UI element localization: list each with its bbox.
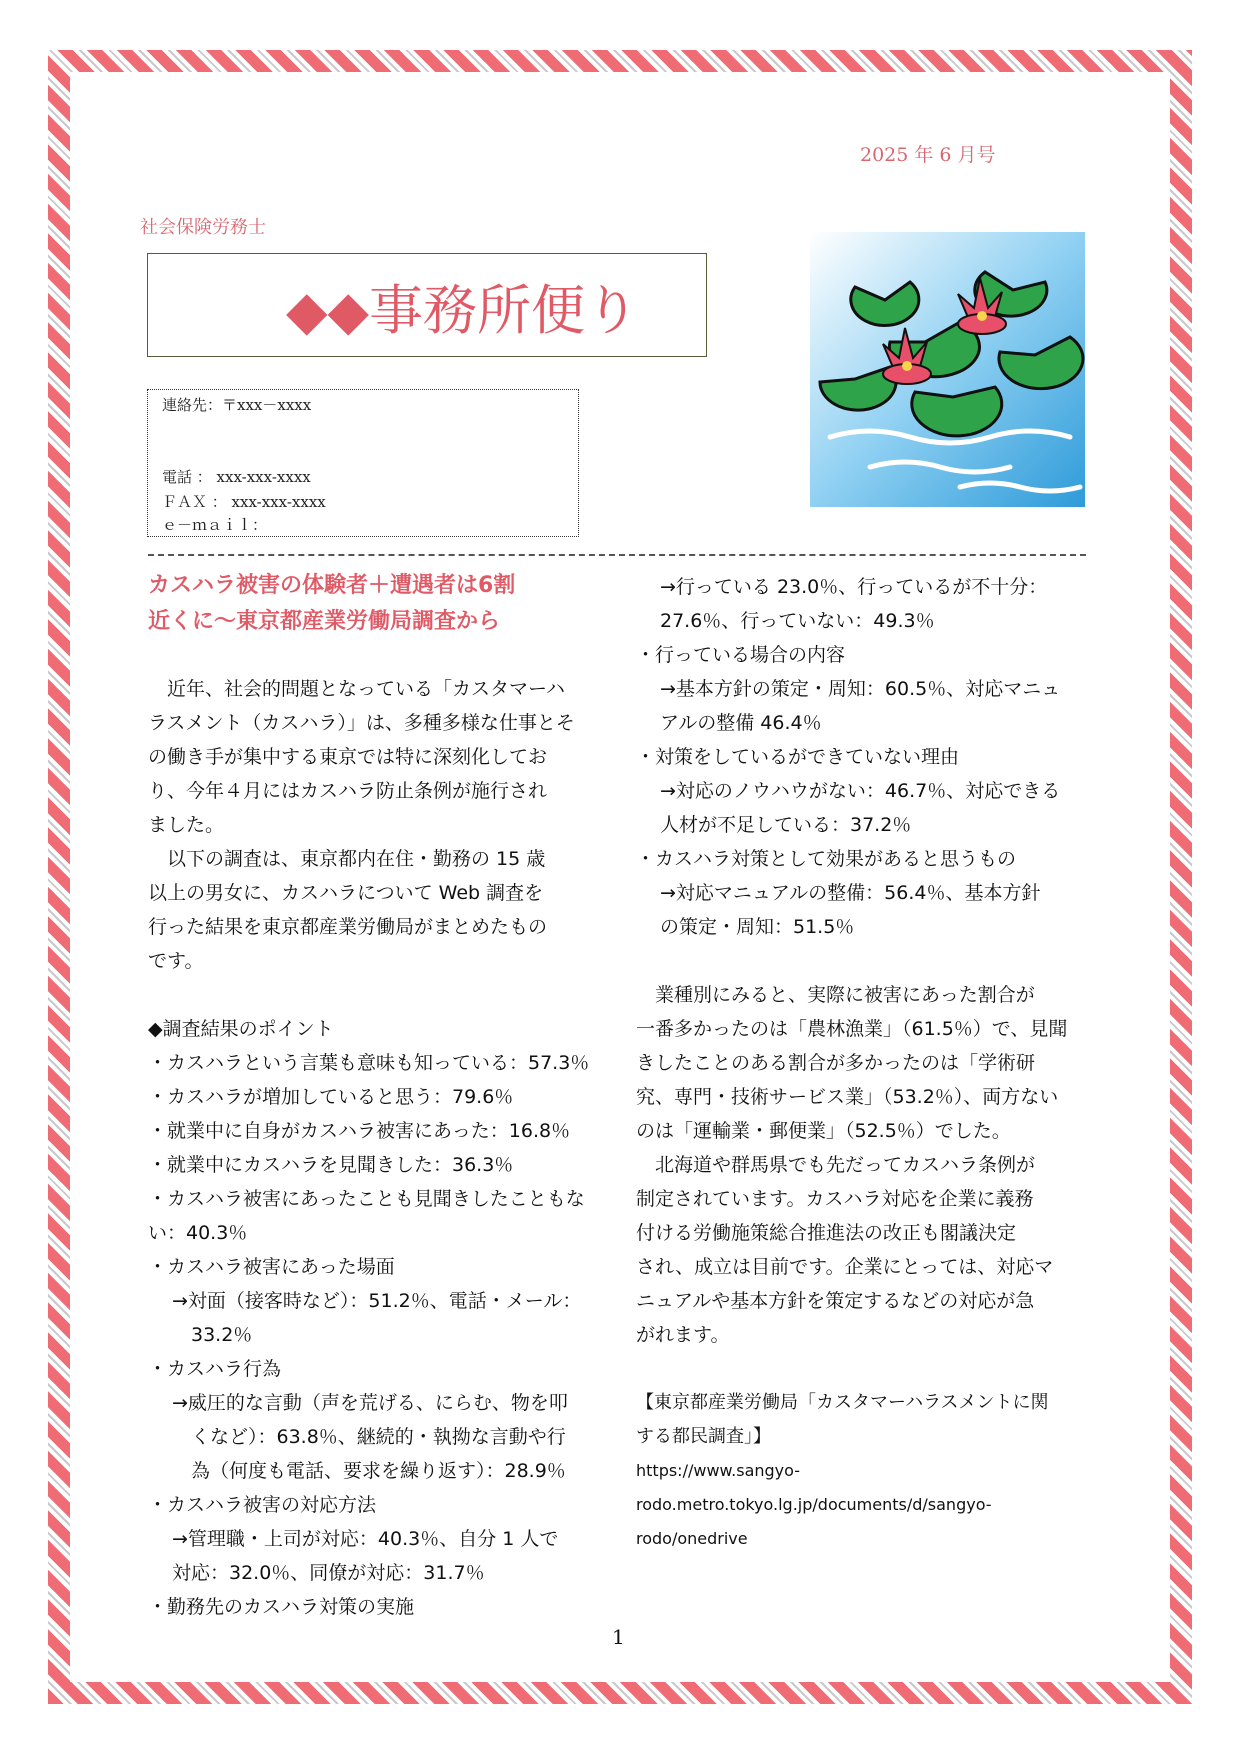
conclusion-line: 北海道や群馬県でも先だってカスハラ条例が [636, 1154, 1036, 1176]
conclusion-line: 制定されています。カスハラ対応を企業に義務 [636, 1188, 1034, 1210]
source-citation [636, 1386, 1096, 1454]
page-number: 1 [612, 1625, 625, 1649]
list-item: ・カスハラ被害にあったことも見聞きしたこともな [148, 1188, 585, 1210]
source-url[interactable] [636, 1454, 1096, 1556]
list-item: →行っている 23.0％、行っているが不十分： [660, 576, 1048, 598]
intro-line: り、今年４月にはカスハラ防止条例が施行され [148, 780, 548, 802]
left-column [148, 568, 608, 1624]
conclusion-line: 一番多かったのは「農林漁業」（61.5％）で、見聞 [636, 1018, 1068, 1040]
list-item: ・カスハラという言葉も意味も知っている：57.3％ [148, 1052, 590, 1074]
list-item: ・カスハラ被害にあった場面 [148, 1256, 395, 1278]
list-item: ・カスハラ被害の対応方法 [148, 1494, 377, 1516]
list-item: →対応のノウハウがない：46.7％、対応できる [660, 780, 1061, 802]
contact-phone: 電話 ： xxx-xxx-xxxx [162, 468, 311, 486]
contact-box [147, 389, 579, 537]
intro-line: 行った結果を東京都産業労働局がまとめたもの [148, 916, 548, 938]
points-list-right [636, 570, 1096, 944]
intro-line: 近年、社会的問題となっている「カスタマーハ [148, 678, 566, 700]
water-lily-pond-icon [810, 232, 1085, 507]
list-item: →対応マニュアルの整備：56.4％、基本方針 [660, 882, 1041, 904]
conclusion-line: 業種別にみると、実際に被害にあった割合が [636, 984, 1035, 1006]
list-item: い：40.3％ [148, 1222, 248, 1244]
url-line: rodo/onedrive [636, 1529, 748, 1548]
list-item: 27.6％、行っていない：49.3％ [660, 610, 935, 632]
source-line: する都民調査」】 [636, 1426, 771, 1447]
list-item: 人材が不足している：37.2％ [660, 814, 912, 836]
contact-fax: ＦＡＸ ： xxx-xxx-xxxx [162, 493, 326, 511]
intro-line: ラスメント（カスハラ）」は、多種多様な仕事とそ [148, 712, 575, 734]
list-item: ・勤務先のカスハラ対策の実施 [148, 1596, 415, 1618]
section-divider [148, 554, 1086, 556]
conclusion-line: がれます。 [636, 1324, 730, 1346]
issue-date: 2025 年 6 月号 [860, 144, 996, 166]
list-item: ・対策をしているができていない理由 [636, 746, 960, 768]
intro-line: の働き手が集中する東京では特に深刻化してお [148, 746, 548, 768]
newsletter-title: ◆◆事務所便り [286, 279, 640, 342]
url-line: rodo.metro.tokyo.lg.jp/documents/d/sangyo- [636, 1495, 992, 1514]
list-item: →基本方針の策定・周知：60.5％、対応マニュ [660, 678, 1061, 700]
list-item: ・カスハラが増加していると思う：79.6％ [148, 1086, 514, 1108]
list-item: →威圧的な言動（声を荒げる、にらむ、物を叩 [172, 1392, 568, 1414]
points-list-left [148, 1046, 608, 1624]
contact-address: 連絡先：〒xxx－xxxx [162, 396, 312, 414]
list-item: の策定・周知：51.5％ [660, 916, 855, 938]
list-item: ・就業中に自身がカスハラ被害にあった：16.8％ [148, 1120, 571, 1142]
list-item: ・行っている場合の内容 [636, 644, 846, 666]
intro-line: 以上の男女に、カスハラについて Web 調査を [148, 882, 544, 904]
list-item: →管理職・上司が対応：40.3％、自分 1 人で [172, 1528, 559, 1550]
intro-line: ました。 [148, 814, 225, 836]
list-item: 対応：32.0％、同僚が対応：31.7％ [172, 1562, 485, 1584]
conclusion-line: 究、専門・技術サービス業」（53.2％）、両方ない [636, 1086, 1059, 1108]
right-column [636, 570, 1096, 1556]
title-box [147, 253, 707, 357]
organization-label: 社会保険労務士 [140, 217, 266, 238]
list-item: →対面（接客時など）：51.2％、電話・メール： [172, 1290, 582, 1312]
intro-line: です。 [148, 950, 204, 972]
list-item: 33.2％ [172, 1324, 253, 1346]
conclusion-line: 付ける労働施策総合推進法の改正も閣議決定 [636, 1222, 1017, 1244]
article-heading-line2: 近くに～東京都産業労働局調査から [148, 609, 501, 634]
conclusion-line: され、成立は目前です。企業にとっては、対応マ [636, 1256, 1054, 1278]
list-item: くなど）：63.8％、継続的・執拗な言動や行 [172, 1426, 566, 1448]
intro-line: 以下の調査は、東京都内在住・勤務の 15 歳 [148, 848, 546, 870]
source-line: 【東京都産業労働局「カスタマーハラスメントに関 [636, 1392, 1049, 1413]
points-title: ◆調査結果のポイント [148, 1018, 334, 1040]
list-item: ・カスハラ対策として効果があると思うもの [636, 848, 1017, 870]
contact-email: ｅ－ｍａｉｌ： [162, 516, 268, 534]
list-item: 為（何度も電話、要求を繰り返す）：28.9％ [172, 1460, 566, 1482]
url-line: https://www.sangyo- [636, 1461, 800, 1480]
conclusion-line: のは「運輸業・郵便業」（52.5％）でした。 [636, 1120, 1011, 1142]
conclusion-line: きしたことのある割合が多かったのは「学術研 [636, 1052, 1036, 1074]
article-intro [148, 672, 608, 978]
list-item: アルの整備 46.4％ [660, 712, 822, 734]
article-heading-line1: カスハラ被害の体験者＋遭遇者は6割 [148, 573, 516, 598]
list-item: ・カスハラ行為 [148, 1358, 282, 1380]
article-conclusion [636, 978, 1096, 1352]
conclusion-line: ニュアルや基本方針を策定するなどの対応が急 [636, 1290, 1035, 1312]
list-item: ・就業中にカスハラを見聞きした：36.3％ [148, 1154, 514, 1176]
